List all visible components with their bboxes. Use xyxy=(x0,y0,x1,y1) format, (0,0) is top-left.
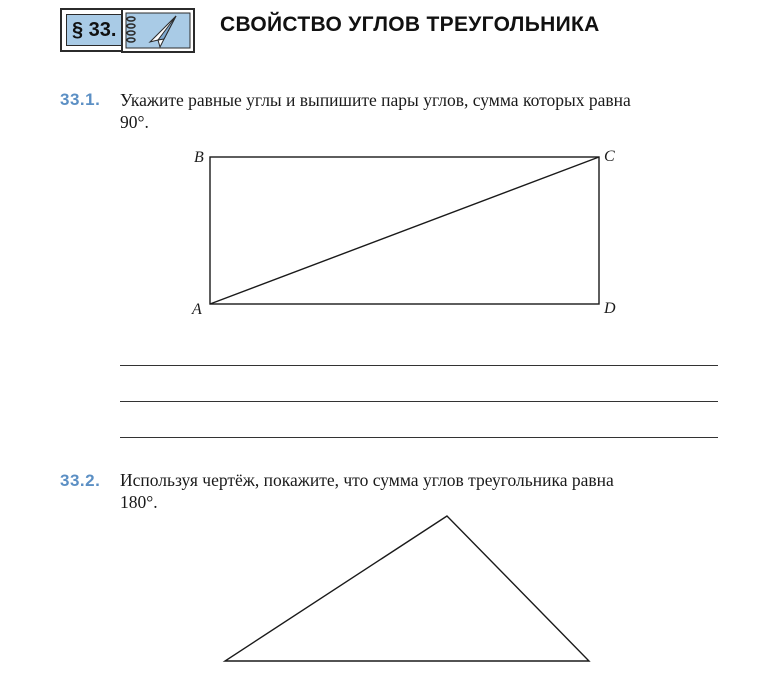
task-1-text-line2: 90°. xyxy=(120,112,149,132)
task-2-number: 33.2. xyxy=(60,471,101,490)
vertex-label-b: B xyxy=(194,149,204,166)
answer-line[interactable] xyxy=(120,437,718,438)
vertex-label-d: D xyxy=(604,300,616,317)
section-number: § 33. xyxy=(72,19,117,41)
answer-line[interactable] xyxy=(120,365,718,366)
triangle xyxy=(225,516,589,661)
task-1-text-line1: Укажите равные углы и выпишите пары углов, сумма которых равна xyxy=(120,90,631,110)
diagonal-ac xyxy=(210,157,599,304)
answer-line[interactable] xyxy=(120,401,718,402)
task-2-text-line1: Используя чертёж, покажите, что сумма углов треугольника равна xyxy=(120,470,614,490)
vertex-label-c: C xyxy=(604,148,615,165)
task-1-number: 33.1. xyxy=(60,90,101,109)
task-2-text-line2: 180°. xyxy=(120,492,158,512)
vertex-label-a: A xyxy=(192,301,202,318)
page-title: СВОЙСТВО УГЛОВ ТРЕУГОЛЬНИКА xyxy=(220,13,600,36)
